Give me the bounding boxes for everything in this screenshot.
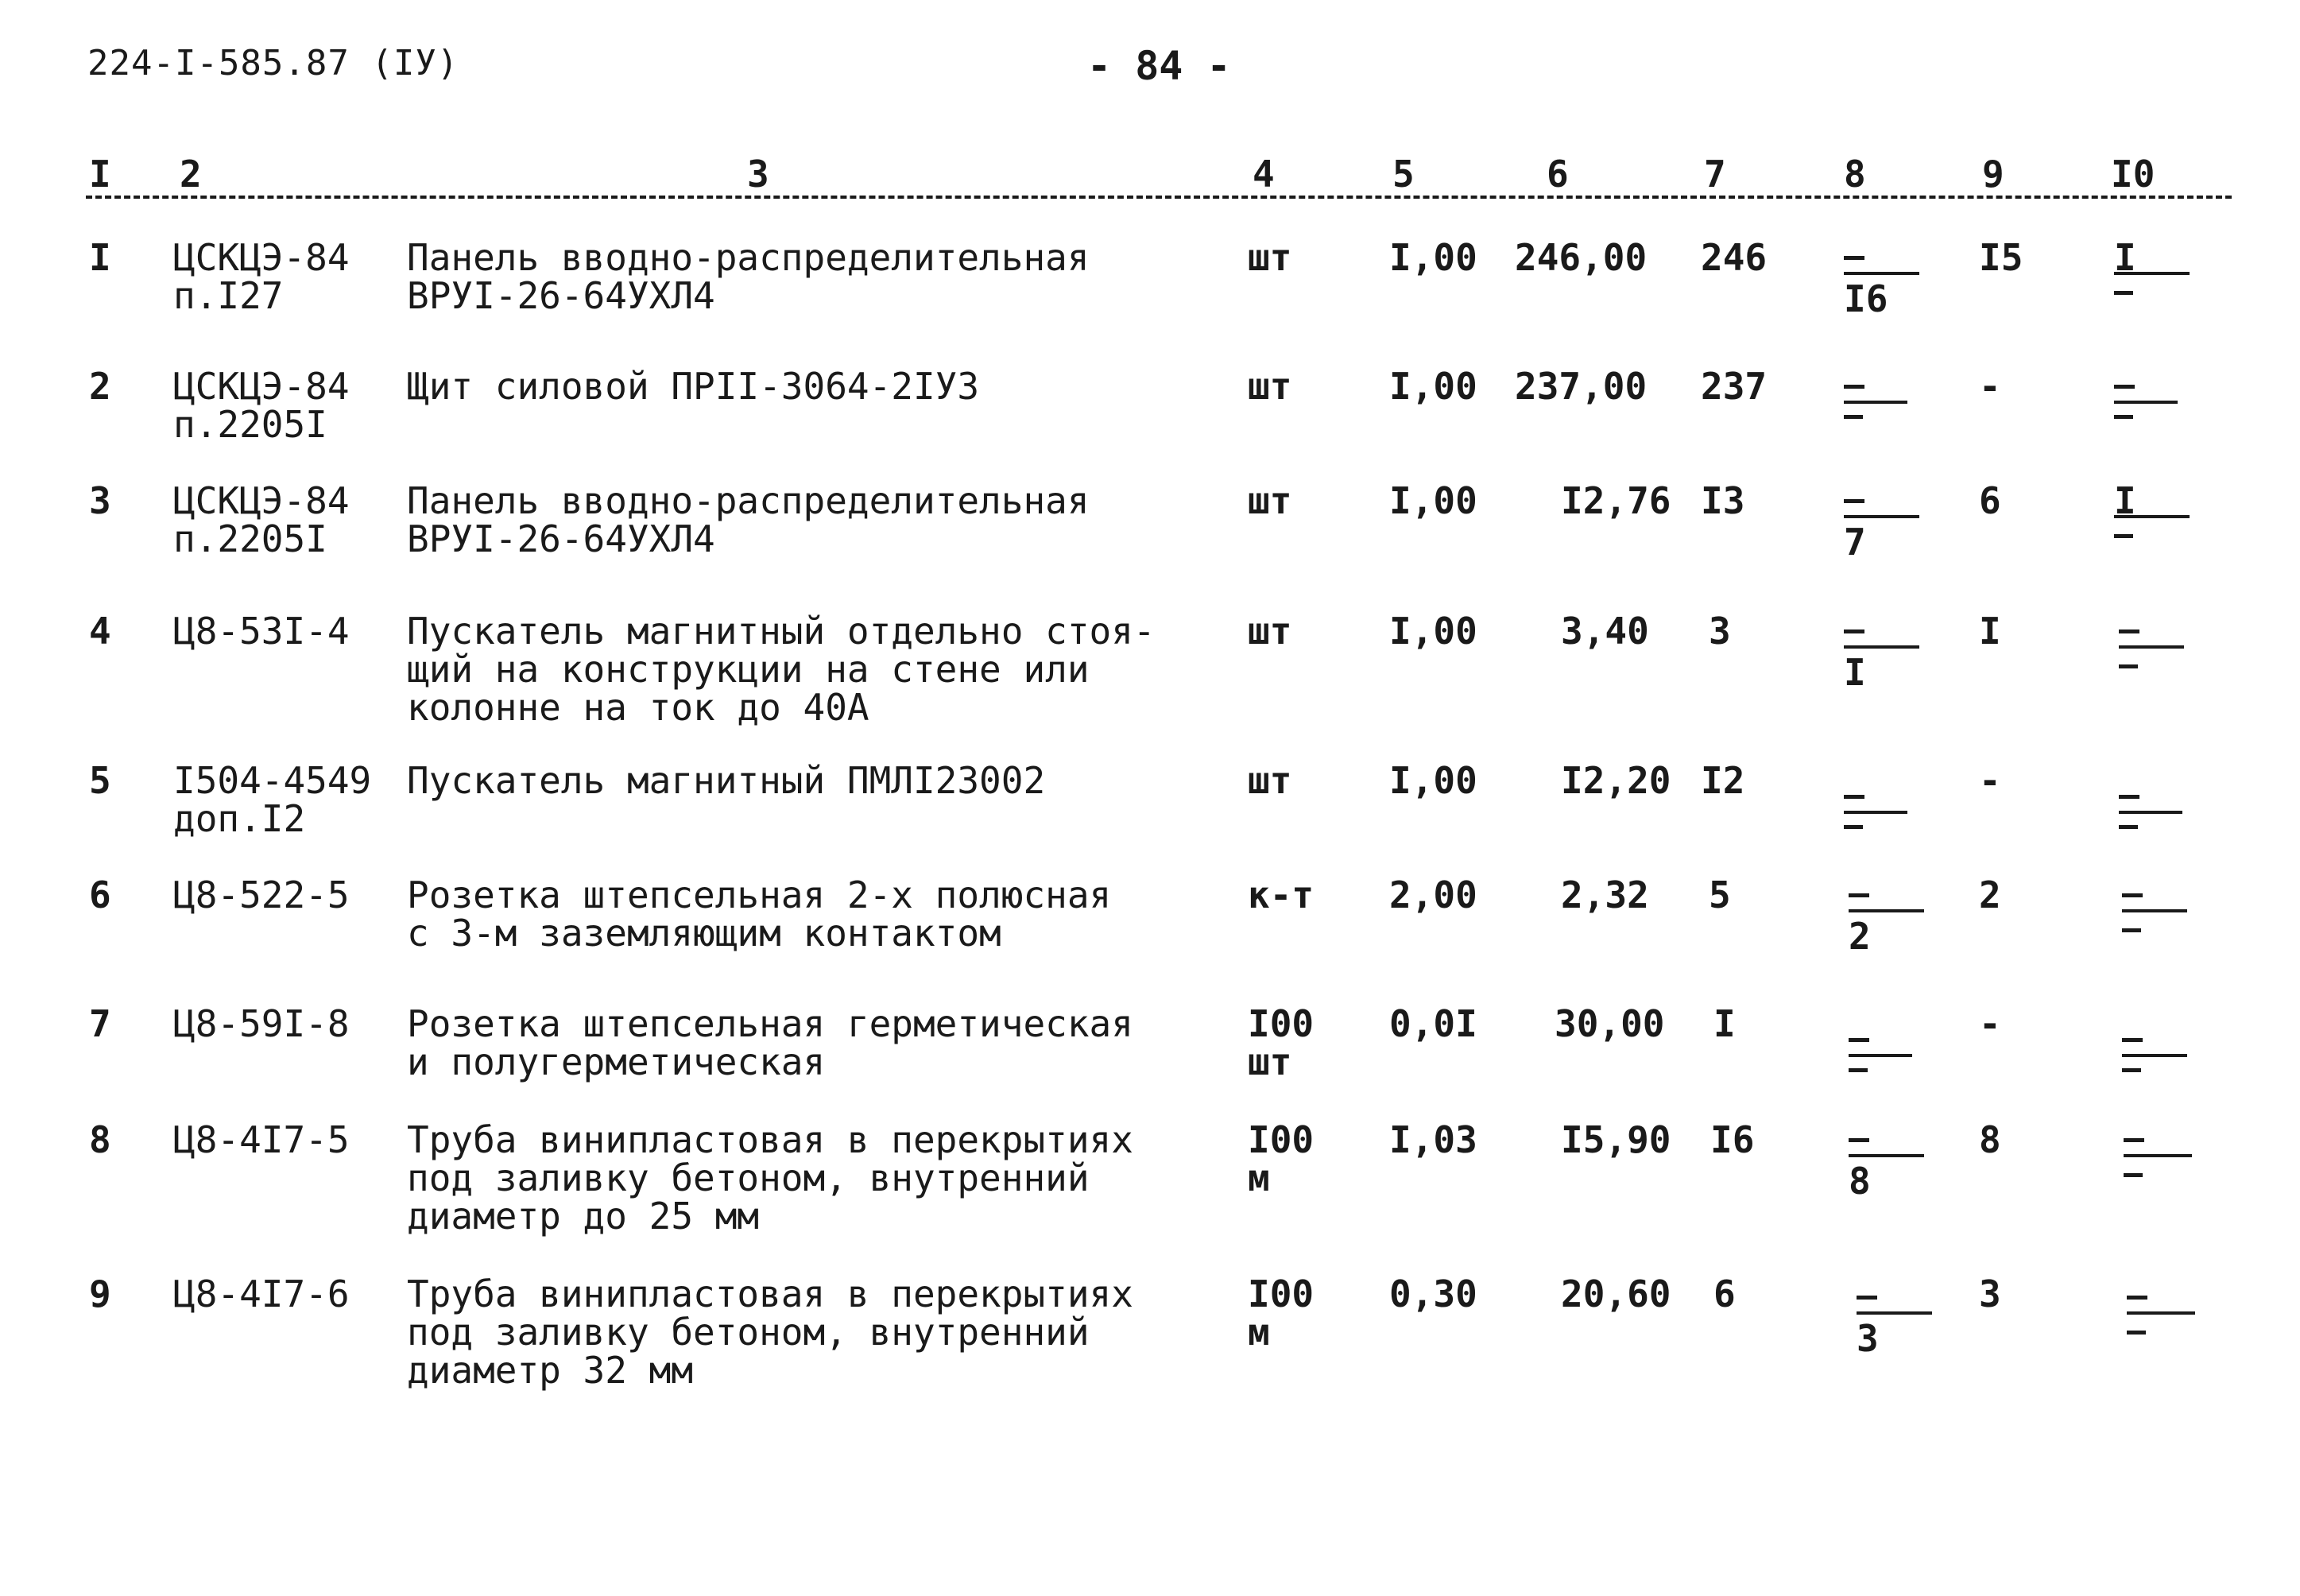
- row-5-unit: шт: [1248, 759, 1292, 802]
- row-8-col8: [1849, 1121, 1924, 1208]
- row-4-unit: шт: [1248, 610, 1292, 653]
- row-1-code: ЦСКЦЭ-84 п.I27: [173, 236, 350, 317]
- row-2-total: 237: [1701, 365, 1768, 408]
- row-5-price: I2,20: [1561, 759, 1671, 802]
- row-7-unit: I00 шт: [1248, 1002, 1315, 1083]
- col-header-10: I0: [2111, 153, 2155, 196]
- row-2-qty: I,00: [1389, 365, 1477, 408]
- row-8-qty: I,03: [1389, 1118, 1477, 1161]
- col-header-8: 8: [1844, 153, 1866, 196]
- row-6-name: Розетка штепсельная 2-х полюсная с 3-м заземляющим контактом: [407, 874, 1112, 955]
- row-7-col10: [2122, 1021, 2197, 1108]
- row-3-col8: [1844, 482, 1919, 569]
- row-4-col8: [1844, 612, 1919, 699]
- row-3-col10-value: I: [2114, 479, 2136, 522]
- row-4-code: Ц8-53I-4: [173, 610, 350, 653]
- row-7-total: I: [1713, 1002, 1736, 1045]
- col-header-3: 3: [747, 153, 769, 196]
- row-6-unit: к-т: [1248, 874, 1315, 916]
- row-9-col10: [2127, 1278, 2202, 1366]
- row-1-unit: шт: [1248, 236, 1292, 279]
- row-2-col8: [1844, 367, 1919, 455]
- row-8-name: Труба винипластовая в перекрытиях под заливку бетоном, внутренний диаметр до 25 мм: [407, 1118, 1133, 1238]
- row-3-unit: шт: [1248, 479, 1292, 522]
- page-number: - 84 -: [1087, 43, 1231, 89]
- row-3-total: I3: [1701, 479, 1745, 522]
- col-header-6: 6: [1547, 153, 1569, 196]
- col-header-2: 2: [180, 153, 202, 196]
- row-3-col10: [2114, 479, 2190, 569]
- row-8-code: Ц8-4I7-5: [173, 1118, 350, 1161]
- row-1-col8-value: I6: [1844, 277, 1888, 320]
- row-7-qty: 0,0I: [1389, 1002, 1477, 1045]
- row-4-col8-value: I: [1844, 651, 1866, 694]
- row-1-total: 246: [1701, 236, 1768, 279]
- row-3-price: I2,76: [1561, 479, 1671, 522]
- col-header-5: 5: [1392, 153, 1415, 196]
- row-6-col8-value: 2: [1849, 915, 1871, 958]
- row-8-col9: 8: [1979, 1118, 2001, 1161]
- row-5-number: 5: [89, 759, 111, 802]
- row-2-price: 237,00: [1515, 365, 1648, 408]
- row-7-price: 30,00: [1555, 1002, 1665, 1045]
- row-9-col8: [1857, 1278, 1932, 1366]
- row-8-number: 8: [89, 1118, 111, 1161]
- row-5-code: I504-4549 доп.I2: [173, 759, 372, 840]
- row-2-code: ЦСКЦЭ-84 п.2205I: [173, 365, 350, 446]
- row-6-col8: [1849, 876, 1924, 963]
- row-4-qty: I,00: [1389, 610, 1477, 653]
- row-4-price: 3,40: [1561, 610, 1649, 653]
- row-7-code: Ц8-59I-8: [173, 1002, 350, 1045]
- col-header-9: 9: [1982, 153, 2004, 196]
- header-rule: [86, 196, 2232, 199]
- row-1-number: I: [89, 236, 111, 279]
- row-1-col10: [2114, 238, 2190, 326]
- row-9-unit: I00 м: [1248, 1273, 1315, 1354]
- row-7-col9: -: [1979, 1002, 2001, 1045]
- row-1-col8: [1844, 238, 1919, 326]
- row-9-name: Труба винипластовая в перекрытиях под заливку бетоном, внутренний диаметр 32 мм: [407, 1273, 1133, 1392]
- row-7-number: 7: [89, 1002, 111, 1045]
- col-header-1: I: [89, 153, 111, 196]
- row-2-name: Щит силовой ПРII-3064-2IУ3: [407, 365, 980, 408]
- row-4-col9: I: [1979, 610, 2001, 653]
- row-6-col10: [2122, 876, 2197, 963]
- row-8-col8-value: 8: [1849, 1160, 1871, 1203]
- row-6-total: 5: [1709, 874, 1731, 916]
- row-4-total: 3: [1709, 610, 1731, 653]
- row-6-price: 2,32: [1561, 874, 1649, 916]
- row-5-col9: -: [1979, 759, 2001, 802]
- row-3-code: ЦСКЦЭ-84 п.2205I: [173, 479, 350, 560]
- row-2-unit: шт: [1248, 365, 1292, 408]
- row-6-qty: 2,00: [1389, 874, 1477, 916]
- row-8-col10: [2124, 1121, 2199, 1208]
- row-3-number: 3: [89, 479, 111, 522]
- row-9-price: 20,60: [1561, 1273, 1671, 1315]
- row-4-number: 4: [89, 610, 111, 653]
- col-header-7: 7: [1704, 153, 1726, 196]
- row-1-name: Панель вводно-распределительная ВРУI-26-64УХЛ4: [407, 236, 1090, 317]
- col-header-4: 4: [1253, 153, 1275, 196]
- row-3-col8-value: 7: [1844, 521, 1866, 564]
- row-8-unit: I00 м: [1248, 1118, 1315, 1199]
- row-5-col10: [2119, 777, 2194, 865]
- row-1-qty: I,00: [1389, 236, 1477, 279]
- row-4-name: Пускатель магнитный отдельно стоя- щий на конструкции на стене или колонне на ток до 40А: [407, 610, 1156, 729]
- row-2-col9: -: [1979, 365, 2001, 408]
- row-5-qty: I,00: [1389, 759, 1477, 802]
- row-6-code: Ц8-522-5: [173, 874, 350, 916]
- row-5-name: Пускатель магнитный ПМЛI23002: [407, 759, 1046, 802]
- row-9-qty: 0,30: [1389, 1273, 1477, 1315]
- row-6-number: 6: [89, 874, 111, 916]
- row-6-col9: 2: [1979, 874, 2001, 916]
- row-3-col9: 6: [1979, 479, 2001, 522]
- row-8-total: I6: [1710, 1118, 1755, 1161]
- row-9-code: Ц8-4I7-6: [173, 1273, 350, 1315]
- row-9-total: 6: [1713, 1273, 1736, 1315]
- row-5-total: I2: [1701, 759, 1745, 802]
- row-2-number: 2: [89, 365, 111, 408]
- row-2-col10: [2114, 367, 2190, 455]
- row-8-price: I5,90: [1561, 1118, 1671, 1161]
- row-9-col8-value: 3: [1857, 1317, 1879, 1360]
- row-1-price: 246,00: [1515, 236, 1648, 279]
- row-5-col8: [1844, 777, 1919, 865]
- row-7-name: Розетка штепсельная герметическая и полугерметическая: [407, 1002, 1133, 1083]
- document-code: 224-I-585.87 (IУ): [87, 43, 459, 83]
- row-1-col10-value: I: [2114, 236, 2136, 279]
- row-3-qty: I,00: [1389, 479, 1477, 522]
- row-9-col9: 3: [1979, 1273, 2001, 1315]
- row-4-col10: [2119, 612, 2194, 699]
- row-1-col9: I5: [1979, 236, 2023, 279]
- row-3-name: Панель вводно-распределительная ВРУI-26-64УХЛ4: [407, 479, 1090, 560]
- row-9-number: 9: [89, 1273, 111, 1315]
- row-7-col8: [1849, 1021, 1924, 1108]
